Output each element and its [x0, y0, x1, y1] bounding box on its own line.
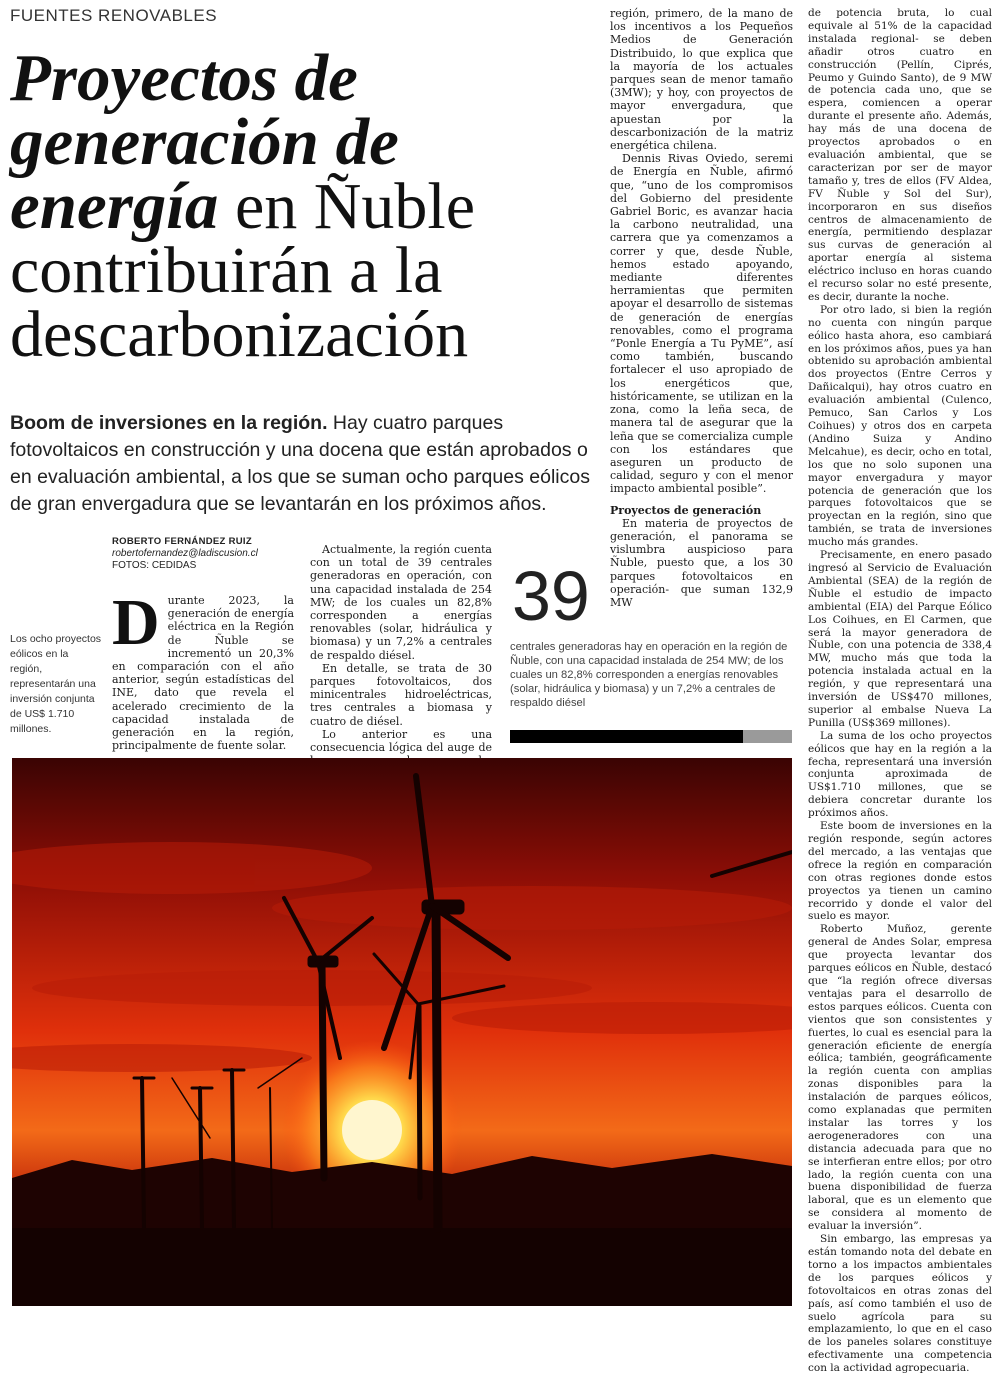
col4-p1: de potencia bruta, lo cual equivale al 51% de la capacidad instalada regional- se deben añadir otros cuatro en construcción (Pellín, Ciprés, Peumo y Guindo Santo), de 9 MW de potencia cada uno, que se espera, comiencen a operar durante el presente año. Además, hay más de una docena de proyectos aprobados o en evaluación ambiental, que se caracterizan por ser de mayor tamaño y, tres de ellos (FV Aldea, FV Ñuble y Sol del Sur), incorporaron en sus diseños centros de almacenamiento de energía, permitiendo desplazar sus curvas de generación al aportar energía al sistema eléctrico incluso en horas cuando el recurso solar no esté presente, es decir, durante la noche.	[808, 7, 992, 303]
col1-paragraph	[112, 586, 294, 753]
article-column-4	[808, 7, 992, 1375]
col4-p6: Roberto Muñoz, gerente general de Andes Solar, empresa que proyecta levantar dos parques eólicos en Ñuble, destacó que “la región ofrece diversas ventajas para el desarrollo de estos parques eólicos. Cuenta con vientos que son consistentes y fuertes, lo cual es esencial para la generación eficiente de energía eólica; también, geográficamente la región cuenta con amplias zonas disponibles para la instalación de parques eólicos, como explanadas que permiten instalar las torres y los aerogeneradores con una distancia adecuada para que no se interfieran entre ellos; por otro lado, la región cuenta con una buena disponibilidad de fuerza laboral, que es un elemento que se considera al momento de evaluar la inversión”.	[808, 923, 992, 1233]
byline	[112, 536, 258, 572]
article-column-2	[310, 543, 492, 781]
sun-core	[342, 1100, 402, 1160]
col2-p1: Actualmente, la región cuenta con un total de 39 centrales generadoras en operación, con una capacidad instalada de 254 MW; de los cuales un 82,8% corresponden a energías renovables (solar, hidráulica y biomasa) y un 7,2% a centrales de respaldo diésel.	[310, 543, 492, 662]
foreground-ground	[12, 1228, 792, 1306]
byline-email: robertofernandez@ladiscusion.cl	[112, 548, 258, 559]
headline-en-nuble: en Ñuble	[218, 170, 476, 243]
section-tag: FUENTES RENOVABLES	[10, 6, 218, 25]
col3-p3: En materia de proyectos de generación, el panorama se vislumbra auspicioso para Ñuble, puesto que, a los 30 parques fotovoltaicos en operación- que suman 132,9 MW	[610, 516, 793, 609]
stat-description: centrales generadoras hay en operación en la región de Ñuble, con una capacidad instalada de 254 MW; de los cuales un 82,8% corresponden a energías renovables (solar, hidráulica y biomasa) y un 7,2% a centrales de respaldo diésel	[510, 641, 788, 709]
article-column-1	[112, 586, 294, 753]
col1-p1-text: urante 2023, la generación de energía eléctrica en la Región de Ñuble se incrementó un 20,3% en comparación con el año anterior, según estadísticas del INE, dato que revela el acelerado crecimiento de la capacidad instalada de generación en la región, principalmente de fuente solar.	[112, 594, 294, 753]
col3-subhead: Proyectos de generación	[610, 503, 762, 517]
stat-number: 39	[512, 557, 590, 635]
article-column-3	[610, 7, 793, 609]
stat-bar-remainder	[743, 730, 792, 743]
col2-p2: En detalle, se trata de 30 parques fotovoltaicos, dos minicentrales hidroeléctricas, tres centrales a biomasa y cuatro de diésel.	[310, 661, 492, 728]
col2-p3: Lo anterior es una consecuencia lógica del auge de	[310, 727, 492, 755]
col4-p7: Sin embargo, las empresas ya están tomando nota del debate en torno a los impactos ambientales de los parques eólicos y fotovoltaicos en otras zonas del país, así como también el uso de suelo agrícola para su emplazamiento, lo que en el caso de los paneles solares constituye efectivamente una competencia con la actividad agropecuaria.	[808, 1233, 992, 1375]
byline-photos: FOTOS: CEDIDAS	[112, 560, 197, 571]
deck-lead: Boom de inversiones en la región.	[10, 412, 328, 434]
stat-bar	[510, 730, 792, 743]
deck-text: Hay cuatro parques fotovoltaicos en construcción y una docena que están aprobados o en evaluación ambiental, a los que se suman ocho parques eólicos de gran envergadura que se levantarán en los próximos años.	[10, 412, 590, 515]
col4-p2: Por otro lado, si bien la región no cuenta con ningún parque eólico hasta ahora, eso cambiará en los próximos años, pues ya han obtenido su aprobación ambiental dos proyectos (Entre Cerros y Dañicalqui), hay otros cuatro en evaluación ambiental (Culenco, Pemuco, San Carlos y Los Coihues) y otros dos en carpeta (Andino Suiza y Andino Melcahue), es decir, ocho en total, los que no solo suponen una mayor envergadura y mayor potencia de generación que los parques fotovoltaicos que se proyectan en la región, sino que también, se trata de inversiones mucho más grandes.	[808, 303, 992, 549]
headline-energia: energía	[10, 169, 219, 243]
headline-line-1: Proyectos de	[10, 41, 358, 115]
deck	[10, 410, 595, 518]
byline-author: ROBERTO FERNÁNDEZ RUIZ	[112, 536, 252, 547]
stat-bar-fill	[510, 730, 743, 743]
headline-line-3	[10, 169, 600, 243]
headline	[10, 41, 600, 371]
drop-cap: D	[112, 586, 160, 659]
wind-turbines-illustration	[12, 758, 792, 1306]
headline-line-5: descarbonización	[10, 298, 469, 371]
col3-p1: región, primero, de la mano de los incentivos a los Pequeños Medios de Generación Distribuido, lo que explica que la mayoría de los actuales parques sean de menor tamaño (3MW); y hoy, con proyectos de mayor envergadura, que apuestan por la descarbonización de la matriz energética chilena.	[610, 7, 793, 153]
headline-line-2: generación de	[10, 105, 399, 179]
col4-p5: Este boom de inversiones en la región responde, según actores del mercado, a las ventajas que ofrece la región en comparación con otras regiones donde estos proyectos ya tienen un camino recorrido y donde el valor del suelo es mayor.	[808, 820, 992, 923]
col3-p2: Dennis Rivas Oviedo, seremi de Energía en Ñuble, afirmó que, “uno de los compromisos del Gobierno del presidente Gabriel Boric, es avanzar hacia la carbono neutralidad, una carrera que ya comenzamos a correr y que, desde Ñuble, hemos estado apoyando, mediante diferentes herramientas que permiten apoyar el desarrollo de sistemas de generación de energías renovables, como el programa “Ponle Energía a Tu PyME”, así como también, buscando fortalecer el uso apropiado de los energéticos que, históricamente, se utilizan en la zona, como la leña seca, de manera tal de asegurar que la leña que se comercializa cumple con los estándares que aseguren un producto de calidad, seguro y con el menor impacto ambiental posible”.	[610, 152, 793, 496]
photo-caption: Los ocho proyectos eólicos en la región, representarán una inversión conjunta de US$ 1.710 millones.	[10, 633, 102, 735]
wind-farm-sunset-photo	[12, 758, 792, 1306]
col4-p4: La suma de los ocho proyectos eólicos que hay en la región a la fecha, representará una inversión conjunta aproximada de US$1.710 millones, que se debiera concretar durante los próximos años.	[808, 729, 992, 820]
col4-p3: Precisamente, en enero pasado ingresó al Servicio de Evaluación Ambiental (SEA) de la región de Ñuble el estudio de impacto ambiental (EIA) del Parque Eólico Los Coihues, en El Carmen, que será la mayor generadora de Ñuble, con una potencia de 338,4 MW, mucho más que toda la potencia instalada actual en la región, y que representará una inversión de US$470 millones, superior al embalse Nueva La Punilla (US$369 millones).	[808, 549, 992, 729]
headline-line-4: contribuirán a la	[10, 234, 443, 307]
